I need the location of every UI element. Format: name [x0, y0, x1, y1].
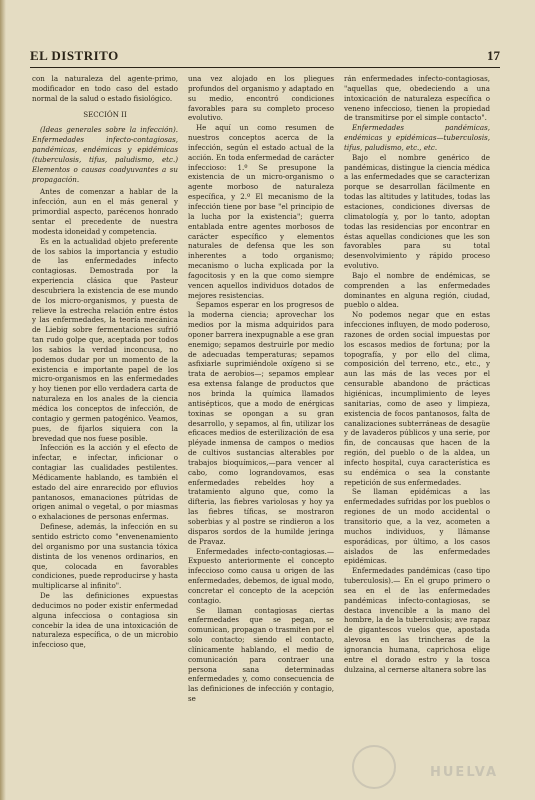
paragraph: He aquí un como resumen de nuestros conceptos acerca de la infección, según el estado actual de la acción. En toda enfermedad de carácter infeccioso: 1.º Se presupone la existencia de un micro-organismo o agente morboso de naturaleza específica, y 2.º El mecanismo de la infección tiene por base "el principio de la lucha por la existencia"; guerra entablada entre agentes morbosos de carácter específico y elementos naturales de defensa que les son inherentes a todo organismo; mecanismo o lucha explicada por la fagocitosis y en la que como siempre vencen aquellos individuos dotados de mejores resistencias. — [188, 123, 334, 300]
column-2 — [188, 74, 334, 784]
paragraph: Bajo el nombre de endémicas, se comprenden a las enfermedades dominantes en alguna región, ciudad, pueblo o aldea. — [344, 270, 490, 310]
paragraph: No podemos negar que en estas infecciones influyen, de modo poderoso, razones de orden social impuestas por los escasos medios de fortuna; por la topografía, y por ello del clima, composición del terreno, etc., etc., y aun las más de las veces por el censurable abandono de prácticas higiénicas, incumplimiento de leyes sanitarias, como de aseo y limpieza, existencia de focos pantanosos, falta de canalizaciones subterráneas de desagüe y de lavaderos públicos y una serie, por fin, de concausas que hacen de la región, del pueblo o de la aldea, un infecto hospital, cuya característica es su endémica o sea la constante repetición de sus enfermedades. — [344, 310, 490, 487]
paragraph: Se llaman contagiosas ciertas enfermedades que se pegan, se comunican, propagan o trasmiten por el solo contacto; siendo el contacto, clínicamente hablando, el medio de comunicación para contraer una persona sana determinadas enfermedades y, como consecuencia de las definiciones de infección y contagio, se — [188, 605, 334, 704]
subsection-paragraph: Enfermedades infecto-contagiosas.— Expuesto anteriormente el concepto infeccioso como causa u origen de las enfermedades, debemos, de igual modo, concretar el concepto de la acepción contagio. — [188, 546, 334, 605]
section-heading: SECCIÓN II — [83, 109, 127, 119]
watermark: HUELVA — [430, 765, 499, 780]
paragraph: Bajo el nombre genérico de pandémicas, distingue la ciencia médica a las enfermedades que se caracterizan porque se desarrollan fácilmente en todas las altitudes y latitudes, todas las estaciones, condiciones diversas de climatología y, por lo tanto, adoptan todas las residencias por encontrar en éstas aquellas condiciones que les son favorables para su total desenvolvimiento y rápido proceso evolutivo. — [344, 152, 490, 271]
publication-title: EL DISTRITO — [30, 48, 119, 63]
paragraph: rán enfermedades infecto-contagiosas, "aquellas que, obedeciendo a una intoxicación de naturaleza específica o veneno infeccioso, tienen la propiedad de transmitirse por el simple contacto". — [344, 74, 490, 123]
paragraph: Antes de comenzar a hablar de la infección, aun en el más general y primordial aspecto, parécenos honrado sentar el precedente de nuestra modesta idoneidad y competencia. — [32, 187, 178, 236]
binding-shadow — [0, 0, 6, 800]
header-rule — [30, 67, 500, 68]
subsection-paragraph: Enfermedades pandémicas (caso tipo tuberculosis).— En el grupo primero o sea en el de las enfermedades pandémicas infecto-contagiosas, se destaca invencible a la mano del hombre, la de la tuberculosis; ave rapaz de gigantescos vuelos que, apostada alevosa en las trincheras de la ignorancia humana, caprichosa elige entre el dorado estro y la tosca dulzaina, al cernerse altanera sobre las — [344, 566, 490, 674]
subsection-heading: Enfermedades pandémicas, endémicas y epidémicas—tuberculosis, tifus, paludismo, etc., etc. — [344, 123, 490, 152]
column-3 — [344, 74, 490, 784]
paragraph: con la naturaleza del agente-primo, modificador en todo caso del estado normal de la salud o estado fisiológico. — [32, 74, 178, 103]
paragraph: Definese, además, la infección en su sentido estricto como "envenenamiento del organismo por una sustancia tóxica distinta de los venenos ordinarios, en que, colocada en favorables condiciones, puede reproducirse y hasta multiplicarse al infinito". — [32, 522, 178, 591]
paragraph: Es en la actualidad objeto preferente de los sabios la importancia y estudio de las enfermedades infecto contagiosas. Demostrada por la experiencia clásica que Pasteur descubriera la existencia de ese mundo de los micro-organismos, y puesta de relieve la estrecha relación entre éstos y las enfermedades, la teoría mecánica de Liebig sobre fermentaciones sufrió tan rudo golpe que, aceptada por todos los sabios la verdad inconcusa, no podemos dudar por un momento de la existencia e importante papel de los micro-organismos en las enfermedades y hoy tienen por ello verdadera carta de naturaleza en los anales de la ciencia médica los conceptos de infección, de contagio y germen patogénico. Veamos, pues, de fijarlos siquiera con la brevedad que nos fuese posible. — [32, 236, 178, 443]
section-summary: (Ideas generales sobre la infección). Enfermedades infecto-contagiosas, pandémicas, endémicas y epidémicas (tuberculosis, tifus, paludismo, etc.) Elementos o causas coadyuvantes a su propagación. — [32, 125, 178, 184]
paragraph: Infección es la acción y el efecto de infectar, e infectar, inficionar o contagiar las cualidades pestilentes. Médicamente hablando, es también el estado del aire enrarecido por efluvios pantanosos, emanaciones pútridas de origen animal o vegetal, o por miasmas o exhalaciones de personas enfermas. — [32, 443, 178, 522]
library-seal-watermark — [352, 745, 396, 789]
page-header — [30, 48, 500, 66]
paragraph: una vez alojado en los pliegues profundos del organismo y adaptado en su medio, encontró condiciones favorables para su completo proceso evolutivo. — [188, 74, 334, 123]
paragraph: De las definiciones expuestas deducimos no poder existir enfermedad alguna infecciosa o contagiosa sin concebir la idea de una intoxicación de naturaleza específica, o de un microbio infeccioso que, — [32, 591, 178, 650]
paragraph: Se llaman epidémicas a las enfermedades sufridas por los pueblos o regiones de un modo accidental o transitorio que, a la vez, acometen a muchos individuos, y llámanse esporádicas, por último, a los casos aislados de las enfermedades epidémicas. — [344, 487, 490, 566]
page-number: 17 — [487, 48, 500, 63]
column-1 — [32, 74, 178, 784]
paragraph: Sepamos esperar en los progresos de la moderna ciencia; aprovechar los medios por la misma adquiridos para oponer barrera inexpugnable a ese gran enemigo; sepamos destruirle por medio de adecuadas temperaturas; sepamos asfixiarle suprimiéndole oxígeno si se trata de aerobios—; sepamos emplear esa extensa falange de productos que nos brinda la química llamados antisépticos, que a modo de enérgicas toxinas se opongan a su gran desarrollo, y sepamos, al fin, utilizar los eficaces medios de esterilización de esa pléyade inmensa de campos o medios de cultivos sustancias alterables por trabajos bioquímicos,—para vencer al cabo, como lograndovamos, esas enfermedades rebeldes hoy a tratamiento alguno que, como la difteria, las fiebres variolosas y hoy ya las fiebres tíficas, se mostraron soberbias y al postre se rindieron a los disparos sordos de la humilde jeringa de Pravaz. — [188, 300, 334, 546]
